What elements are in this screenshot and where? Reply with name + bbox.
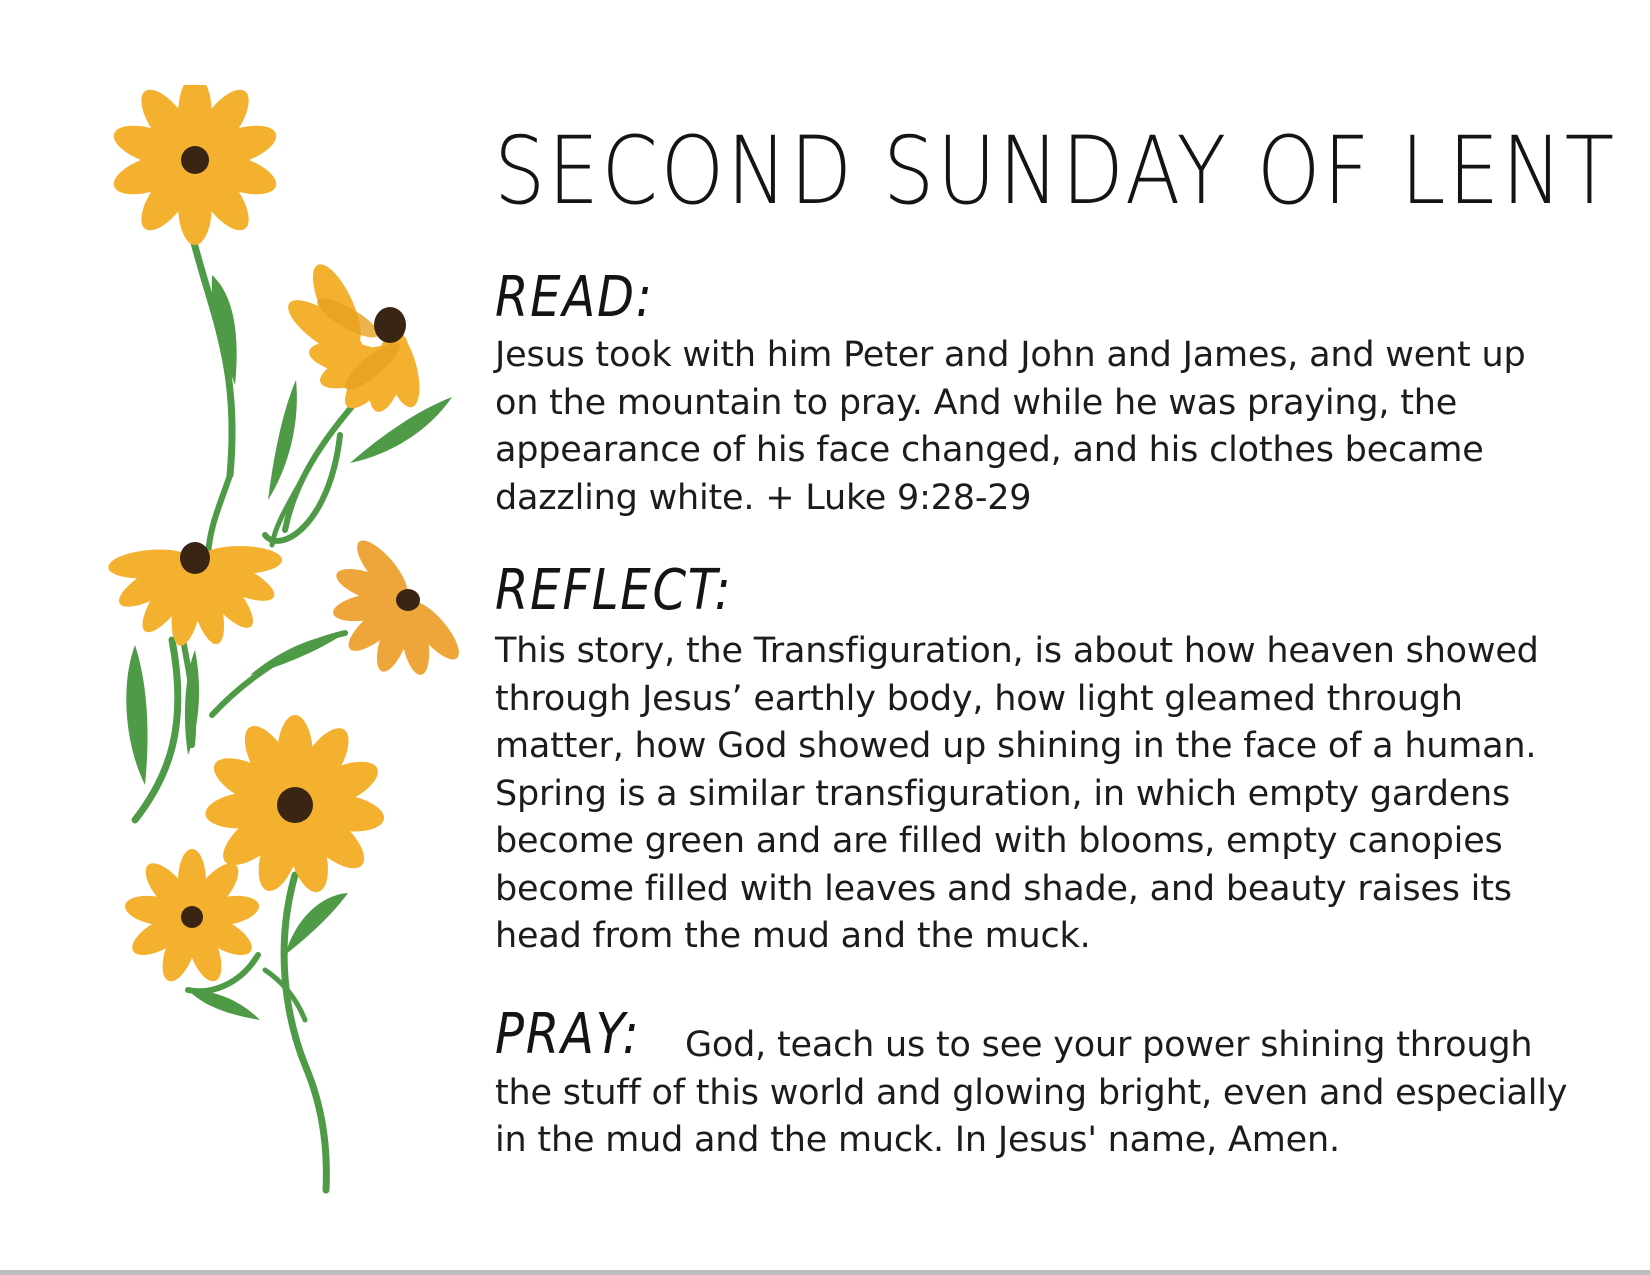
black-eyed-susan-flowers-illustration (100, 85, 480, 1195)
flower-bottom-small-icon (123, 849, 262, 986)
pray-heading: PRAY: (495, 1002, 641, 1067)
flower-side-left-icon (107, 542, 282, 648)
flower-side-small-icon (331, 533, 467, 677)
read-text: Jesus took with him Peter and John and James, and went up on the mountain to pray. And while he was praying, the appearance of his face changed, and his clothes became dazzling white. + Luke 9:28-29 (495, 335, 1526, 518)
read-heading: READ: (495, 265, 654, 330)
reflect-text: This story, the Transfiguration, is about how heaven showed through Jesus’ earthly body, how light gleamed through matter, how God showed up shining in the face of a human. Spring is a similar transfiguration, in which empty gardens become green and are filled with blooms, empty canopies become filled with leaves and shade, and beauty raises its head from the mud and the muck. (495, 631, 1539, 956)
page-title: SECOND SUNDAY OF LENT (494, 117, 1617, 226)
pray-text: God, teach us to see your power shining through the stuff of this world and glowing bright, even and especially in the mud and the muck. In Jesus' name, Amen. (495, 1025, 1568, 1160)
flower-side-right-icon (280, 258, 426, 417)
flower-top-icon (109, 85, 281, 245)
bottom-divider (0, 1270, 1650, 1275)
reflect-heading: REFLECT: (495, 558, 733, 623)
